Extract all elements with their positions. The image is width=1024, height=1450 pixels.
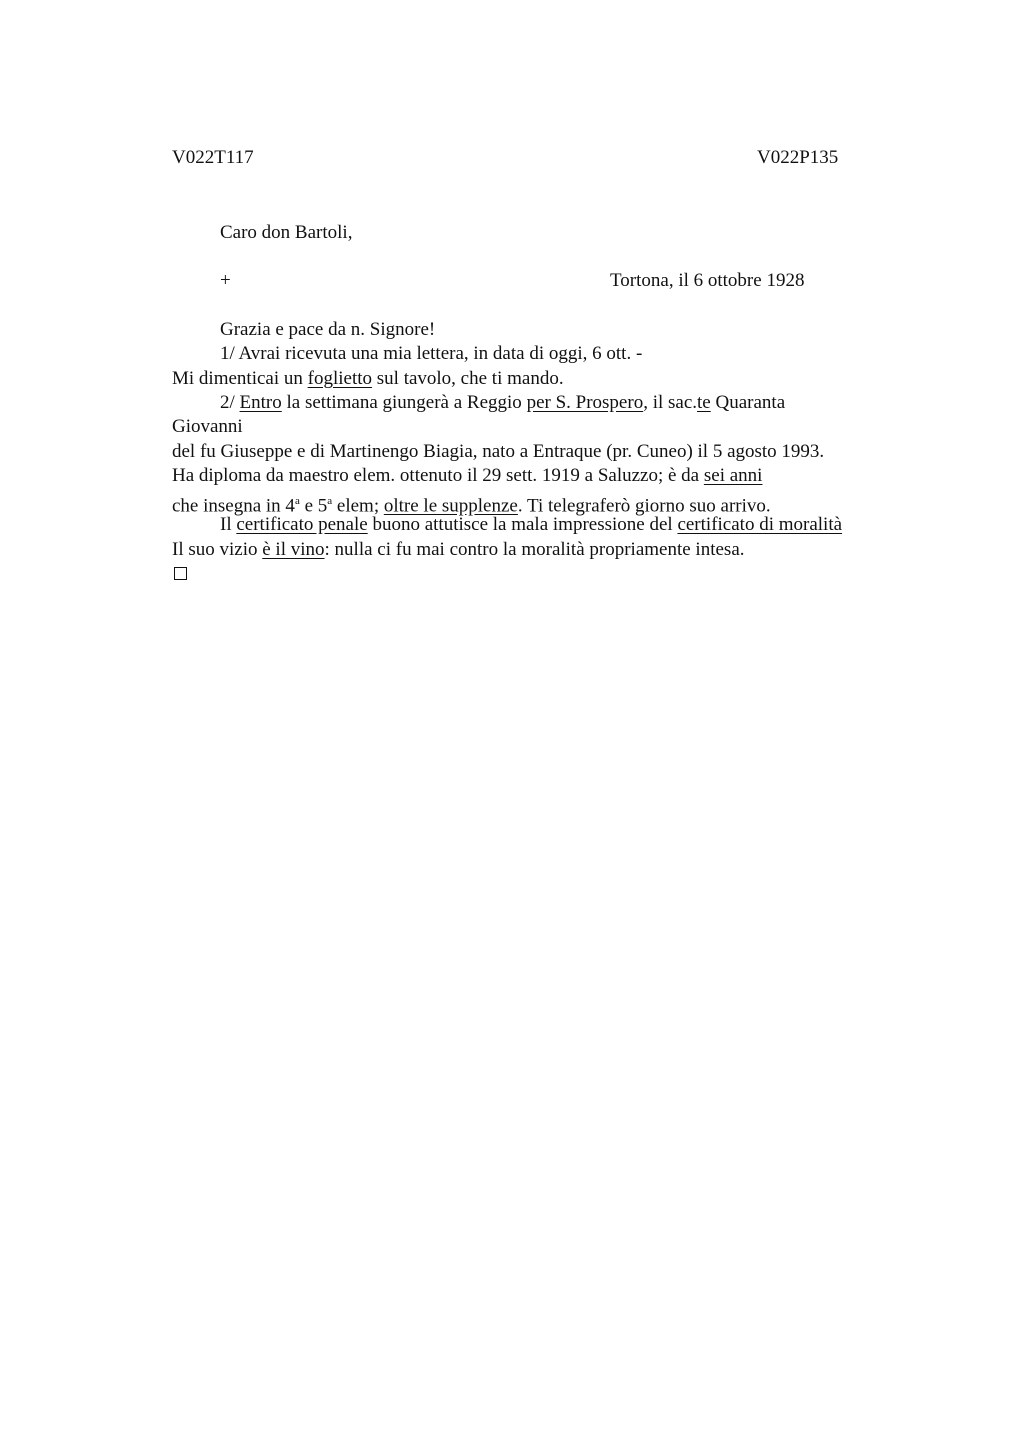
underlined-e-il-vino: è il vino bbox=[262, 539, 325, 560]
paragraph-1-line-1: 1/ Avrai ricevuta una mia lettera, in data di oggi, 6 ott. - bbox=[220, 343, 643, 364]
text-run: , il sac. bbox=[643, 392, 698, 413]
underlined-sei-anni: sei anni bbox=[703, 465, 763, 486]
paragraph-3-line-2 bbox=[172, 538, 745, 562]
paragraph-2-line-3: del fu Giuseppe e di Martinengo Biagia, nato a Entraque (pr. Cuneo) il 5 agosto 1993. bbox=[172, 441, 825, 462]
place-date: Tortona, il 6 ottobre 1928 bbox=[610, 270, 805, 291]
paragraph-1-line-2 bbox=[172, 367, 564, 391]
underlined-te: te bbox=[697, 392, 711, 413]
paragraph-2-line-4 bbox=[172, 464, 762, 488]
text-run: la settimana giungerà a Reggio bbox=[281, 392, 527, 413]
text-run: e 5 bbox=[299, 495, 328, 517]
greeting: Grazia e pace da n. Signore! bbox=[220, 319, 436, 340]
cross-symbol: + bbox=[220, 270, 231, 291]
underlined-certificato-di-moralita: certificato di moralità bbox=[677, 514, 843, 535]
underlined-oltre-le-supplenze: oltre le supplenze bbox=[383, 495, 518, 517]
text-run: 2/ bbox=[220, 392, 240, 413]
text-run: Mi dimenticai un bbox=[172, 368, 308, 389]
superscript: a bbox=[327, 495, 333, 507]
superscript: a bbox=[294, 495, 300, 507]
text-run: sul tavolo, che ti mando. bbox=[372, 368, 564, 389]
paragraph-3-line-1 bbox=[220, 513, 842, 537]
text-run: che insegna in 4 bbox=[172, 495, 295, 517]
text-run: . Ti telegraferò giorno suo arrivo. bbox=[517, 495, 771, 517]
text-run: elem; bbox=[332, 495, 384, 517]
text-run: : nulla ci fu mai contro la moralità propriamente intesa. bbox=[324, 539, 745, 560]
text-run: buono attutisce la mala impressione del bbox=[367, 514, 678, 535]
paragraph-2-line-2: Giovanni bbox=[172, 416, 243, 437]
salutation: Caro don Bartoli, bbox=[220, 222, 353, 243]
text-run: Quaranta bbox=[710, 392, 786, 413]
underlined-certificato-penale: certificato penale bbox=[236, 514, 368, 535]
underlined-entro: Entro bbox=[239, 392, 282, 413]
paragraph-2-line-1 bbox=[220, 391, 785, 415]
text-run: Il suo vizio bbox=[172, 539, 263, 560]
underlined-per-s-prospero: per S. Prospero bbox=[526, 392, 644, 413]
end-box-icon bbox=[174, 567, 187, 580]
text-run: Ha diploma da maestro elem. ottenuto il 29 sett. 1919 a Saluzzo; è da bbox=[172, 465, 704, 486]
document-code-right: V022P135 bbox=[757, 147, 839, 168]
underlined-foglietto: foglietto bbox=[307, 368, 373, 389]
document-code-left: V022T117 bbox=[172, 147, 254, 168]
text-run: Il bbox=[220, 514, 237, 535]
